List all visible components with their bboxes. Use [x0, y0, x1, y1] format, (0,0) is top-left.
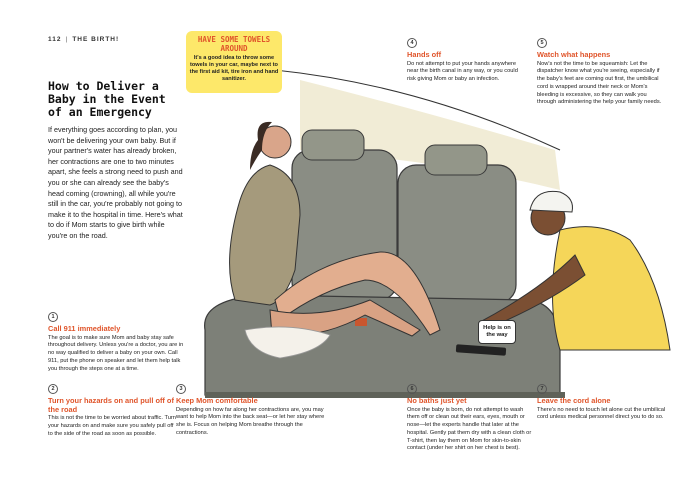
step-body: This is not the time to be worried about traffic. Turn your hazards on and make sure you safely pull off to the side of the road as soon as possible.	[48, 415, 176, 437]
chapter-name: THE BIRTH!	[72, 36, 120, 43]
step-body: Now's not the time to be squeamish: Let the dispatcher know what you're seeing, especially if the baby's feet are coming out first, the umbilical cord is wrapped around their neck or Mom's bleeding is excessive, so they can walk you through administering the help your family needs.	[537, 60, 662, 106]
step-3	[176, 384, 326, 438]
step-6	[407, 384, 533, 453]
step-title: No baths just yet	[407, 396, 467, 405]
man-cap	[530, 191, 573, 212]
step-1	[48, 312, 188, 373]
step-number: 1	[48, 312, 58, 322]
step-number: 2	[48, 384, 58, 394]
man-body	[553, 227, 671, 350]
step-title: Keep Mom comfortable	[176, 396, 258, 405]
tip-callout	[186, 31, 282, 93]
step-title: Call 911 immediately	[48, 324, 121, 333]
woman-torso	[230, 165, 300, 305]
tip-title: HAVE SOME TOWELS AROUND	[197, 35, 271, 53]
step-title: Hands off	[407, 50, 442, 59]
step-number: 3	[176, 384, 186, 394]
speech-bubble: Help is on the way	[478, 320, 516, 344]
step-body: There's no need to touch let alone cut the umbilical cord unless medical personnel direct you to do so.	[537, 406, 666, 421]
step-body: Once the baby is born, do not attempt to wash them off or clean out their ears, eyes, mouth or nose—let the experts handle that later at the hospital. Gently pat them dry with a clean cloth or T-shirt, then lay them on Mom for skin-to-skin contact (under her shirt on her chest is best).	[407, 406, 532, 452]
step-7	[537, 384, 667, 422]
step-title: Watch what happens	[537, 50, 611, 59]
headrest-right	[425, 145, 487, 175]
step-title: Leave the cord alone	[537, 396, 611, 405]
step-5	[537, 38, 663, 107]
step-body: Depending on how far along her contractions are, you may want to help Mom into the back seat—or let her stay where she is. Focus on helping Mom breathe through the contractions.	[176, 406, 325, 436]
step-body: The goal is to make sure Mom and baby stay safe throughout delivery. Unless you're a doctor, you are in no way qualified to deliver a baby on your own. Call 911, put the phone on speaker and let them help talk you through the steps one at a time.	[48, 334, 184, 372]
step-2	[48, 384, 178, 438]
step-body: Do not attempt to put your hands anywhere near the birth canal in any way, or you could risk giving Mom or baby an infection.	[407, 60, 518, 83]
step-number: 5	[537, 38, 547, 48]
tip-body: It's a good idea to throw some towels in your car, maybe next to the first aid kit, tire iron and hand sanitizer.	[189, 55, 279, 82]
page-title: How to Deliver a Baby in the Event of an Emergency	[48, 79, 166, 119]
page-header	[48, 36, 119, 43]
step-4	[407, 38, 527, 84]
page-number: 112	[48, 36, 62, 43]
headrest-left	[302, 130, 364, 160]
header-separator: |	[65, 36, 69, 43]
step-number: 7	[537, 384, 547, 394]
step-number: 6	[407, 384, 417, 394]
step-number: 4	[407, 38, 417, 48]
step-title: Turn your hazards on and pull off of the road	[48, 396, 174, 414]
intro-paragraph: If everything goes according to plan, you won't be delivering your own baby. But if your partner's water has already broken, her contractions are one to two minutes apart, she feels a strong need to push and you or she can already see the baby's head coming (crowning), all while you're still in the car, you're probably not going to make it to the hospital in time. Here's what to do if Mom starts to give birth while you're on the road.	[48, 125, 183, 240]
